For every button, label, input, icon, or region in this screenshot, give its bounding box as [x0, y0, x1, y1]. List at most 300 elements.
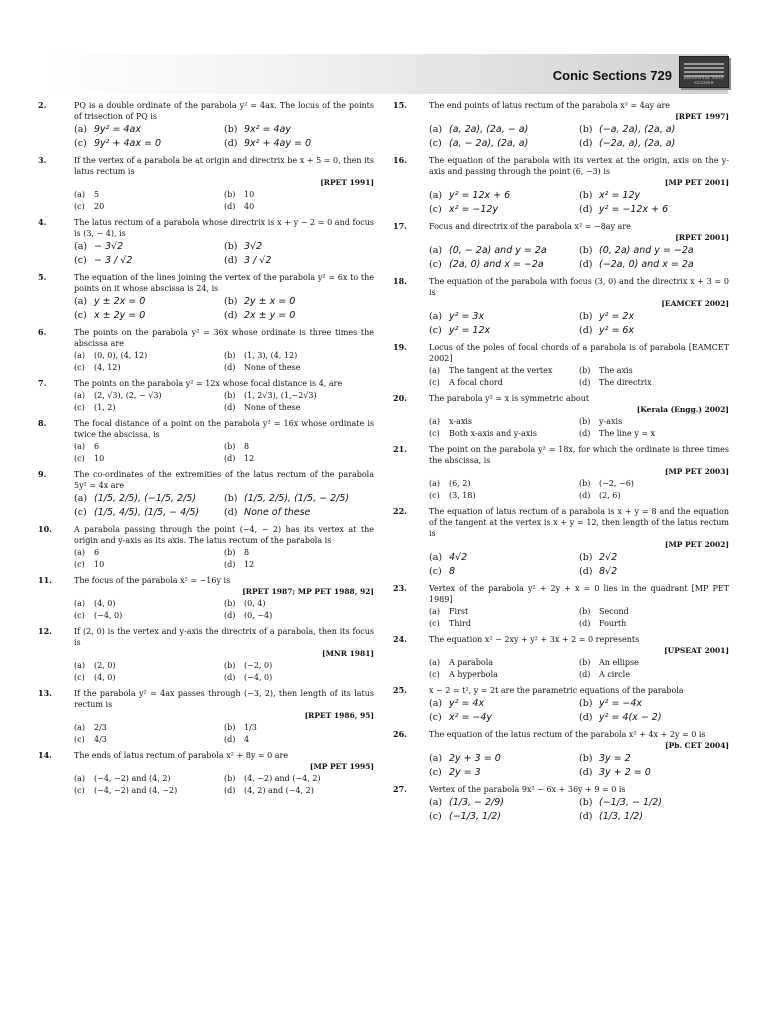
answer-option	[429, 551, 579, 565]
answer-option	[74, 785, 224, 797]
answer-option	[74, 254, 224, 268]
option-text: (−a, 2a), (2a, a)	[599, 124, 676, 135]
option-label: (b)	[579, 417, 591, 426]
option-text: 10	[94, 560, 105, 569]
question-number: 9.	[38, 469, 47, 479]
option-label: (d)	[579, 429, 591, 438]
answer-option	[429, 428, 579, 440]
option-text: (−2, 0)	[244, 661, 273, 670]
answer-option	[224, 350, 374, 362]
option-label: (a)	[429, 658, 441, 667]
answer-options	[429, 478, 729, 502]
question-item	[393, 506, 729, 579]
option-text: y-axis	[599, 417, 623, 426]
question-number: 24.	[393, 634, 407, 644]
option-text: y² = 12x	[449, 325, 491, 336]
answer-option	[224, 441, 374, 453]
answer-option	[224, 295, 374, 309]
option-text: (−2a, a), (2a, a)	[599, 138, 676, 149]
question-item	[38, 272, 374, 323]
answer-option	[579, 365, 729, 377]
option-label: (b)	[579, 190, 593, 201]
option-text: (−1/3, 1/2)	[449, 811, 501, 822]
question-number: 2.	[38, 100, 47, 110]
answer-option	[579, 377, 729, 389]
option-label: (c)	[74, 202, 85, 211]
option-label: (b)	[579, 552, 593, 563]
option-label: (a)	[429, 366, 441, 375]
option-label: (d)	[579, 712, 593, 723]
option-label: (d)	[579, 491, 591, 500]
option-label: (a)	[74, 241, 88, 252]
answer-option	[224, 773, 374, 785]
answer-option	[429, 203, 579, 217]
answer-option	[74, 137, 224, 151]
answer-option	[429, 752, 579, 766]
option-text: y² = 4(x − 2)	[599, 712, 662, 723]
answer-options	[74, 240, 374, 268]
option-label: (b)	[579, 753, 593, 764]
answer-option	[579, 810, 729, 824]
answer-option	[429, 478, 579, 490]
option-label: (b)	[224, 391, 236, 400]
option-label: (c)	[429, 429, 440, 438]
option-text: y² = 3x	[449, 311, 485, 322]
option-text: 2y = 3	[449, 767, 481, 778]
option-text: (1, 2)	[94, 403, 116, 412]
answer-option	[224, 722, 374, 734]
option-text: 4/3	[94, 735, 107, 744]
answer-option	[74, 240, 224, 254]
option-label: (b)	[579, 366, 591, 375]
question-text: Locus of the poles of focal chords of a parabola is of parabola [EAMCET 2002]	[429, 343, 729, 363]
answer-option	[224, 254, 374, 268]
option-text: (−2a, 0) and x = 2a	[599, 259, 694, 270]
question-body	[74, 469, 374, 520]
option-label: (a)	[429, 607, 441, 616]
option-label: (d)	[224, 202, 236, 211]
exam-source: [RPET 1991]	[320, 178, 374, 187]
answer-option	[224, 123, 374, 137]
option-label: (b)	[579, 658, 591, 667]
answer-option	[579, 189, 729, 203]
option-text: (4, −2) and (−4, 2)	[244, 774, 321, 783]
question-item	[393, 784, 729, 824]
option-label: (c)	[429, 566, 442, 577]
option-label: (a)	[74, 391, 86, 400]
question-text: The focal distance of a point on the parabola y² = 16x whose ordinate is twice the abscissa, is	[74, 419, 374, 439]
option-label: (c)	[429, 204, 442, 215]
question-body	[429, 444, 729, 502]
answer-option	[579, 657, 729, 669]
option-text: 4√2	[449, 552, 468, 563]
question-item	[38, 217, 374, 268]
option-text: y ± 2x = 0	[94, 296, 146, 307]
option-label: (b)	[579, 797, 593, 808]
option-label: (d)	[579, 767, 593, 778]
option-text: None of these	[244, 403, 301, 412]
answer-option	[74, 722, 224, 734]
option-text: 8	[449, 566, 456, 577]
question-body	[74, 750, 374, 797]
question-body	[429, 276, 729, 338]
answer-option	[579, 137, 729, 151]
answer-option	[429, 416, 579, 428]
answer-option	[224, 453, 374, 465]
answer-option	[429, 697, 579, 711]
option-text: 20	[94, 202, 105, 211]
exam-source: [Kerala (Engg.) 2002]	[636, 405, 729, 414]
option-label: (c)	[74, 611, 85, 620]
answer-option	[224, 506, 374, 520]
option-label: (a)	[74, 351, 86, 360]
option-label: (d)	[224, 611, 236, 620]
option-label: (b)	[579, 479, 591, 488]
option-text: 2√2	[599, 552, 618, 563]
question-number: 11.	[38, 575, 52, 585]
option-text: A parabola	[449, 658, 494, 667]
option-label: (d)	[579, 204, 593, 215]
option-text: (1/5, 4/5), (1/5, − 4/5)	[94, 507, 200, 518]
question-number: 15.	[393, 100, 407, 110]
answer-option	[74, 506, 224, 520]
question-number: 7.	[38, 378, 47, 388]
option-label: (d)	[224, 560, 236, 569]
answer-option	[429, 810, 579, 824]
exam-source: [RPET 1987; MP PET 1988, 92]	[242, 587, 374, 596]
option-text: 40	[244, 202, 255, 211]
question-body	[429, 685, 729, 725]
answer-options	[429, 752, 729, 780]
option-text: 3y + 2 = 0	[599, 767, 651, 778]
option-label: (b)	[579, 124, 593, 135]
question-text: The point on the parabola y² = 18x, for which the ordinate is three times the abscissa, is	[429, 445, 729, 465]
question-body	[429, 221, 729, 272]
option-text: y² = 6x	[599, 325, 635, 336]
option-label: (a)	[429, 311, 443, 322]
question-number: 20.	[393, 393, 407, 403]
question-text: The equation of the latus rectum of the parabola x² + 4x + 2y = 0 is	[429, 730, 706, 739]
question-number: 17.	[393, 221, 407, 231]
answer-option	[74, 201, 224, 213]
option-label: (c)	[429, 378, 440, 387]
option-label: (a)	[74, 296, 88, 307]
option-text: None of these	[244, 507, 311, 518]
answer-option	[429, 258, 579, 272]
question-item	[38, 750, 374, 797]
exam-source: [MP PET 2003]	[664, 467, 729, 476]
option-text: (4, 0)	[94, 673, 116, 682]
question-body	[74, 688, 374, 746]
option-label: (d)	[224, 673, 236, 682]
option-text: Second	[599, 607, 629, 616]
option-text: y² = −12x + 6	[599, 204, 669, 215]
left-question-column	[38, 100, 374, 801]
answer-options	[429, 796, 729, 824]
question-number: 26.	[393, 729, 407, 739]
option-label: (a)	[429, 417, 441, 426]
question-body	[74, 217, 374, 268]
question-item	[38, 327, 374, 374]
question-body	[74, 272, 374, 323]
question-item	[393, 444, 729, 502]
question-number: 3.	[38, 155, 47, 165]
question-text: If (2, 0) is the vertex and y-axis the directrix of a parabola, then its focus is	[74, 627, 374, 647]
exam-source: [MNR 1981]	[322, 649, 374, 658]
option-text: 8√2	[599, 566, 618, 577]
option-label: (a)	[429, 698, 443, 709]
option-text: (1, 3), (4, 12)	[244, 351, 298, 360]
answer-option	[429, 766, 579, 780]
option-label: (b)	[224, 723, 236, 732]
option-label: (d)	[579, 259, 593, 270]
option-label: (c)	[429, 491, 440, 500]
answer-options	[429, 123, 729, 151]
option-text: 9y² = 4ax	[94, 124, 141, 135]
answer-options	[429, 416, 729, 440]
answer-option	[224, 402, 374, 414]
answer-option	[74, 610, 224, 622]
answer-option	[74, 441, 224, 453]
answer-option	[429, 310, 579, 324]
option-text: x² = 12y	[599, 190, 641, 201]
question-text: The focus of the parabola x² = −16y is	[74, 576, 231, 585]
question-item	[393, 634, 729, 681]
question-item	[38, 418, 374, 465]
option-text: (0, − 2a) and y = 2a	[449, 245, 547, 256]
option-text: (0, −4)	[244, 611, 273, 620]
option-text: 8	[244, 548, 250, 557]
option-label: (b)	[224, 493, 238, 504]
option-label: (c)	[429, 259, 442, 270]
option-label: (c)	[74, 363, 85, 372]
question-item	[38, 100, 374, 151]
option-label: (c)	[74, 786, 85, 795]
option-text: A circle	[599, 670, 630, 679]
option-text: An ellipse	[599, 658, 639, 667]
answer-options	[74, 441, 374, 465]
question-item	[393, 155, 729, 217]
answer-option	[224, 240, 374, 254]
option-text: 9x² = 4ay	[244, 124, 291, 135]
answer-options	[429, 697, 729, 725]
answer-option	[74, 309, 224, 323]
question-item	[393, 276, 729, 338]
answer-options	[429, 310, 729, 338]
answer-options	[74, 598, 374, 622]
question-number: 14.	[38, 750, 52, 760]
question-body	[429, 393, 729, 440]
page-title: Conic Sections 729	[552, 68, 672, 83]
option-text: (4, 12)	[94, 363, 121, 372]
question-text: The equation x² − 2xy + y² + 3x + 2 = 0 represents	[429, 635, 640, 644]
option-label: (b)	[224, 241, 238, 252]
option-text: y² = 12x + 6	[449, 190, 511, 201]
option-text: Fourth	[599, 619, 627, 628]
answer-option	[224, 137, 374, 151]
option-text: 3y = 2	[599, 753, 631, 764]
option-label: (b)	[579, 698, 593, 709]
question-number: 25.	[393, 685, 407, 695]
option-label: (d)	[224, 363, 236, 372]
question-body	[429, 583, 729, 630]
question-text: The latus rectum of a parabola whose directrix is x + y − 2 = 0 and focus is (3, − 4), is	[74, 218, 374, 238]
answer-option	[74, 672, 224, 684]
option-label: (b)	[224, 661, 236, 670]
question-body	[429, 634, 729, 681]
option-text: 5	[94, 190, 100, 199]
option-text: (−4, 0)	[94, 611, 123, 620]
answer-options	[74, 773, 374, 797]
option-label: (a)	[74, 599, 86, 608]
question-body	[429, 729, 729, 780]
option-label: (d)	[224, 786, 236, 795]
question-body	[74, 155, 374, 213]
answer-option	[429, 365, 579, 377]
option-text: (−4, 0)	[244, 673, 273, 682]
option-text: 12	[244, 560, 255, 569]
option-label: (c)	[74, 454, 85, 463]
answer-option	[74, 362, 224, 374]
question-text: The co-ordinates of the extremities of the latus rectum of the parabola 5y² = 4x are	[74, 470, 374, 490]
exam-source: [RPET 1986, 95]	[304, 711, 374, 720]
question-number: 5.	[38, 272, 47, 282]
question-text: If the vertex of a parabola be at origin and directrix be x + 5 = 0, then its latus rectum is	[74, 156, 374, 176]
option-text: The line y = x	[599, 429, 656, 438]
option-text: (−4, −2) and (4, 2)	[94, 774, 171, 783]
answer-option	[74, 734, 224, 746]
option-text: (1/5, 2/5), (1/5, − 2/5)	[244, 493, 350, 504]
answer-option	[579, 796, 729, 810]
exam-source: [UPSEAT 2001]	[664, 646, 729, 655]
option-text: (1, 2√3), (1,−2√3)	[244, 391, 317, 400]
answer-option	[74, 660, 224, 672]
question-text: The points on the parabola y² = 12x whose focal distance is 4, are	[74, 379, 343, 388]
question-text: x − 2 = t², y = 2t are the parametric equations of the parabola	[429, 686, 684, 695]
answer-option	[224, 734, 374, 746]
option-text: (a, 2a), (2a, − a)	[449, 124, 529, 135]
option-text: (1/3, 1/2)	[599, 811, 644, 822]
answer-option	[579, 416, 729, 428]
answer-options	[429, 657, 729, 681]
option-text: (1/3, − 2/9)	[449, 797, 505, 808]
option-text: (2, 0)	[94, 661, 116, 670]
option-label: (d)	[224, 735, 236, 744]
question-body	[429, 100, 729, 151]
option-text: 10	[94, 454, 105, 463]
option-label: (a)	[429, 552, 443, 563]
answer-option	[224, 309, 374, 323]
question-body	[429, 155, 729, 217]
question-item	[393, 100, 729, 151]
option-label: (a)	[74, 723, 86, 732]
answer-option	[429, 189, 579, 203]
question-text: Vertex of the parabola y² + 2y + x = 0 lies in the quadrant [MP PET 1989]	[429, 584, 729, 604]
question-item	[393, 393, 729, 440]
option-text: 9x² + 4ay = 0	[244, 138, 312, 149]
option-text: (6, 2)	[449, 479, 471, 488]
option-label: (d)	[579, 566, 593, 577]
option-text: Third	[449, 619, 471, 628]
answer-option	[579, 478, 729, 490]
option-label: (c)	[429, 712, 442, 723]
answer-option	[74, 598, 224, 610]
question-body	[74, 378, 374, 414]
answer-option	[429, 711, 579, 725]
answer-option	[224, 660, 374, 672]
question-text: The ends of latus rectum of parabola x² + 8y = 0 are	[74, 751, 289, 760]
option-label: (d)	[579, 670, 591, 679]
answer-option	[74, 350, 224, 362]
answer-options	[74, 189, 374, 213]
option-label: (a)	[429, 479, 441, 488]
answer-option	[579, 203, 729, 217]
option-label: (d)	[579, 325, 593, 336]
option-text: 6	[94, 548, 100, 557]
option-label: (a)	[74, 493, 88, 504]
answer-option	[224, 362, 374, 374]
question-number: 16.	[393, 155, 407, 165]
option-label: (b)	[224, 124, 238, 135]
answer-options	[74, 492, 374, 520]
publisher-logo	[679, 56, 729, 88]
question-text: If the parabola y² = 4ax passes through (−3, 2), then length of its latus rectum is	[74, 689, 374, 709]
option-text: (1/5, 2/5), (−1/5, 2/5)	[94, 493, 197, 504]
question-text: PQ is a double ordinate of the parabola y² = 4ax. The locus of the points of trisection of PQ is	[74, 101, 374, 121]
option-label: (c)	[74, 403, 85, 412]
option-label: (a)	[429, 245, 443, 256]
option-label: (a)	[74, 548, 86, 557]
option-text: 9y² + 4ax = 0	[94, 138, 162, 149]
answer-option	[579, 324, 729, 338]
option-label: (b)	[224, 442, 236, 451]
answer-option	[579, 711, 729, 725]
answer-option	[224, 547, 374, 559]
option-text: Both x-axis and y-axis	[449, 429, 537, 438]
option-text: (2a, 0) and x = −2a	[449, 259, 544, 270]
question-number: 21.	[393, 444, 407, 454]
option-text: (−4, −2) and (4, −2)	[94, 786, 178, 795]
option-text: The tangent at the vertex	[449, 366, 553, 375]
option-label: (b)	[224, 351, 236, 360]
answer-option	[579, 766, 729, 780]
question-text: The end points of latus rectum of the parabola x² = 4ay are	[429, 101, 671, 110]
option-text: 8	[244, 442, 250, 451]
answer-option	[224, 598, 374, 610]
question-number: 12.	[38, 626, 52, 636]
option-label: (b)	[224, 599, 236, 608]
option-label: (d)	[224, 454, 236, 463]
option-label: (d)	[579, 619, 591, 628]
question-number: 8.	[38, 418, 47, 428]
question-number: 19.	[393, 342, 407, 352]
question-text: The points on the parabola y² = 36x whose ordinate is three times the abscissa are	[74, 328, 374, 348]
option-label: (c)	[74, 735, 85, 744]
answer-option	[224, 559, 374, 571]
answer-option	[429, 669, 579, 681]
question-body	[74, 575, 374, 622]
question-number: 6.	[38, 327, 47, 337]
answer-option	[579, 752, 729, 766]
answer-option	[224, 189, 374, 201]
option-label: (c)	[74, 560, 85, 569]
answer-options	[74, 350, 374, 374]
option-label: (d)	[579, 378, 591, 387]
option-label: (a)	[429, 797, 443, 808]
question-text: Vertex of the parabola 9x² − 6x + 36y + 9 = 0 is	[429, 785, 626, 794]
answer-option	[579, 258, 729, 272]
answer-option	[224, 390, 374, 402]
